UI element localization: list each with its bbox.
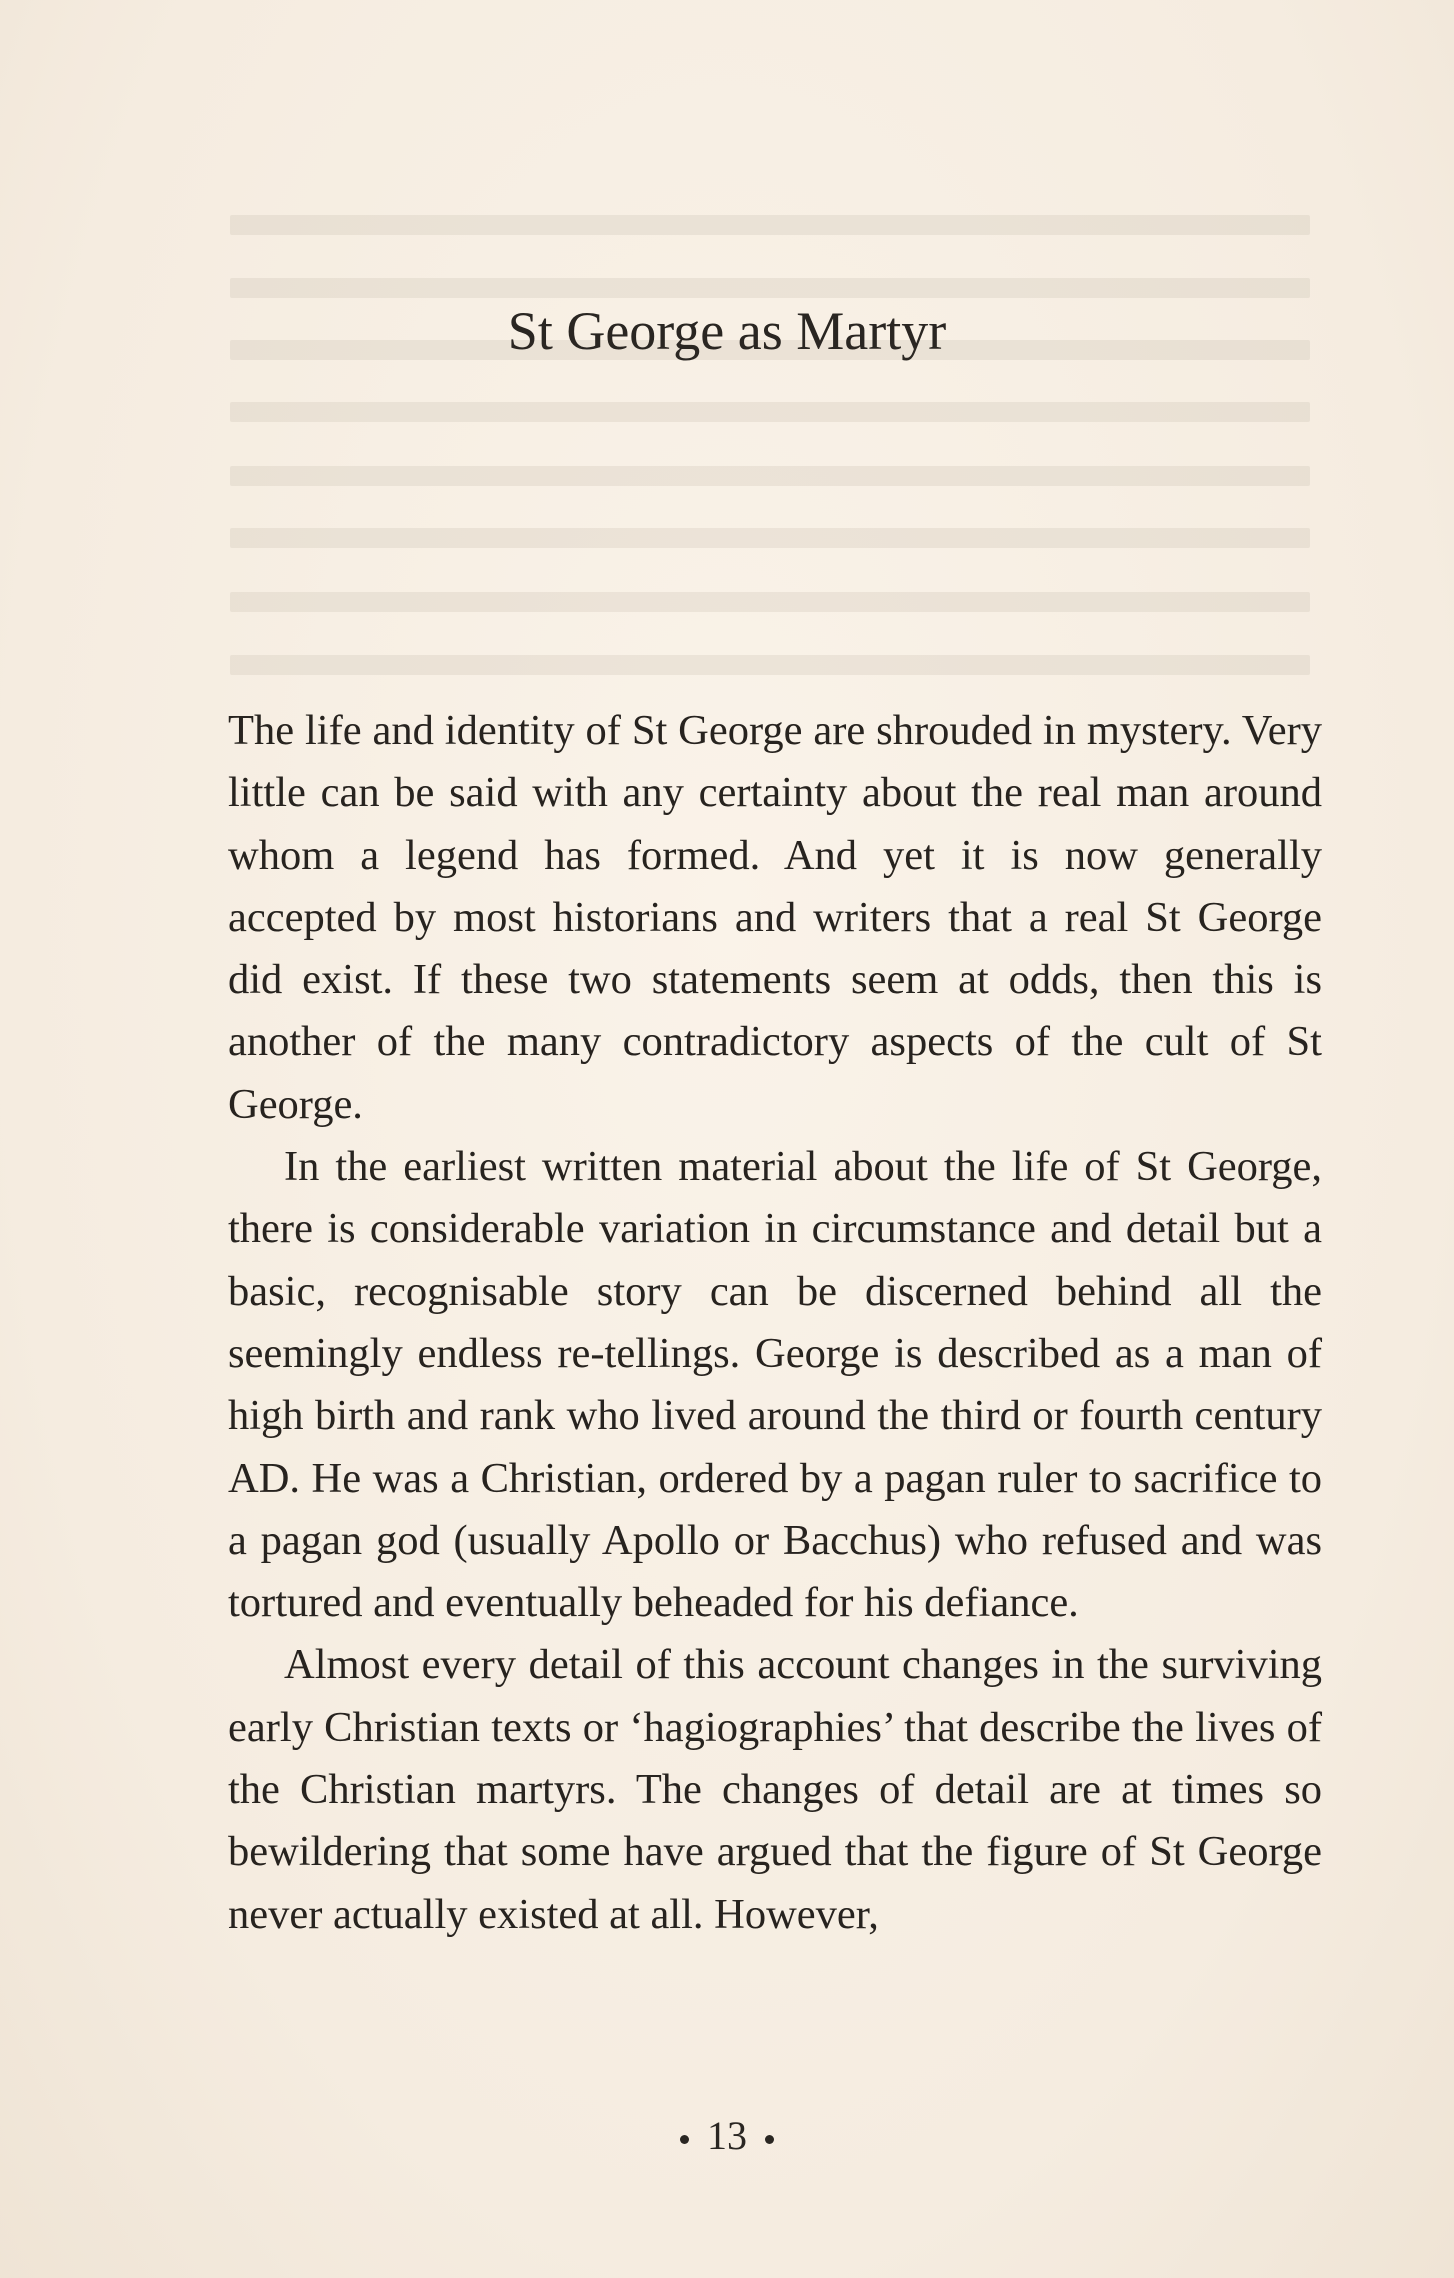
show-through-line xyxy=(230,402,1310,422)
show-through-line xyxy=(230,466,1310,486)
show-through-line xyxy=(230,278,1310,298)
page-number-footer xyxy=(0,2112,1454,2159)
show-through-line xyxy=(230,592,1310,612)
paragraph-2: In the earliest written material about the life of St George, there is considerable variation in circumstance and detail but a basic, recognisable story can be discerned behind all the seemingly endless re-tellings. George is described as a man of high birth and rank who lived around the third or fourth century AD. He was a Christian, ordered by a pagan ruler to sacrifice to a pagan god (usually Apollo or Bacchus) who refused and was tortured and eventually beheaded for his defiance. xyxy=(228,1143,1322,1627)
body-text xyxy=(228,700,1322,1946)
chapter-title: St George as Martyr xyxy=(507,301,947,361)
paragraph-3: Almost every detail of this account changes in the surviving early Christian texts or ‘hagiographies’ that describe the lives of the Christian martyrs. The changes of detail are at times so bewildering that some have argued that the figure of St George never actually existed at all. However, xyxy=(228,1641,1322,1938)
page-number: 13 xyxy=(707,2113,747,2158)
bullet-right xyxy=(765,2135,774,2144)
show-through-line xyxy=(230,215,1310,235)
paragraph-1: The life and identity of St George are shrouded in mystery. Very little can be said with any certainty about the real man around whom a legend has formed. And yet it is now generally accepted by most historians and writers that a real St George did exist. If these two statements seem at odds, then this is another of the many contradictory aspects of the cult of St George. xyxy=(228,707,1322,1128)
show-through-line xyxy=(230,655,1310,675)
show-through-line xyxy=(230,528,1310,548)
bullet-left xyxy=(680,2135,689,2144)
